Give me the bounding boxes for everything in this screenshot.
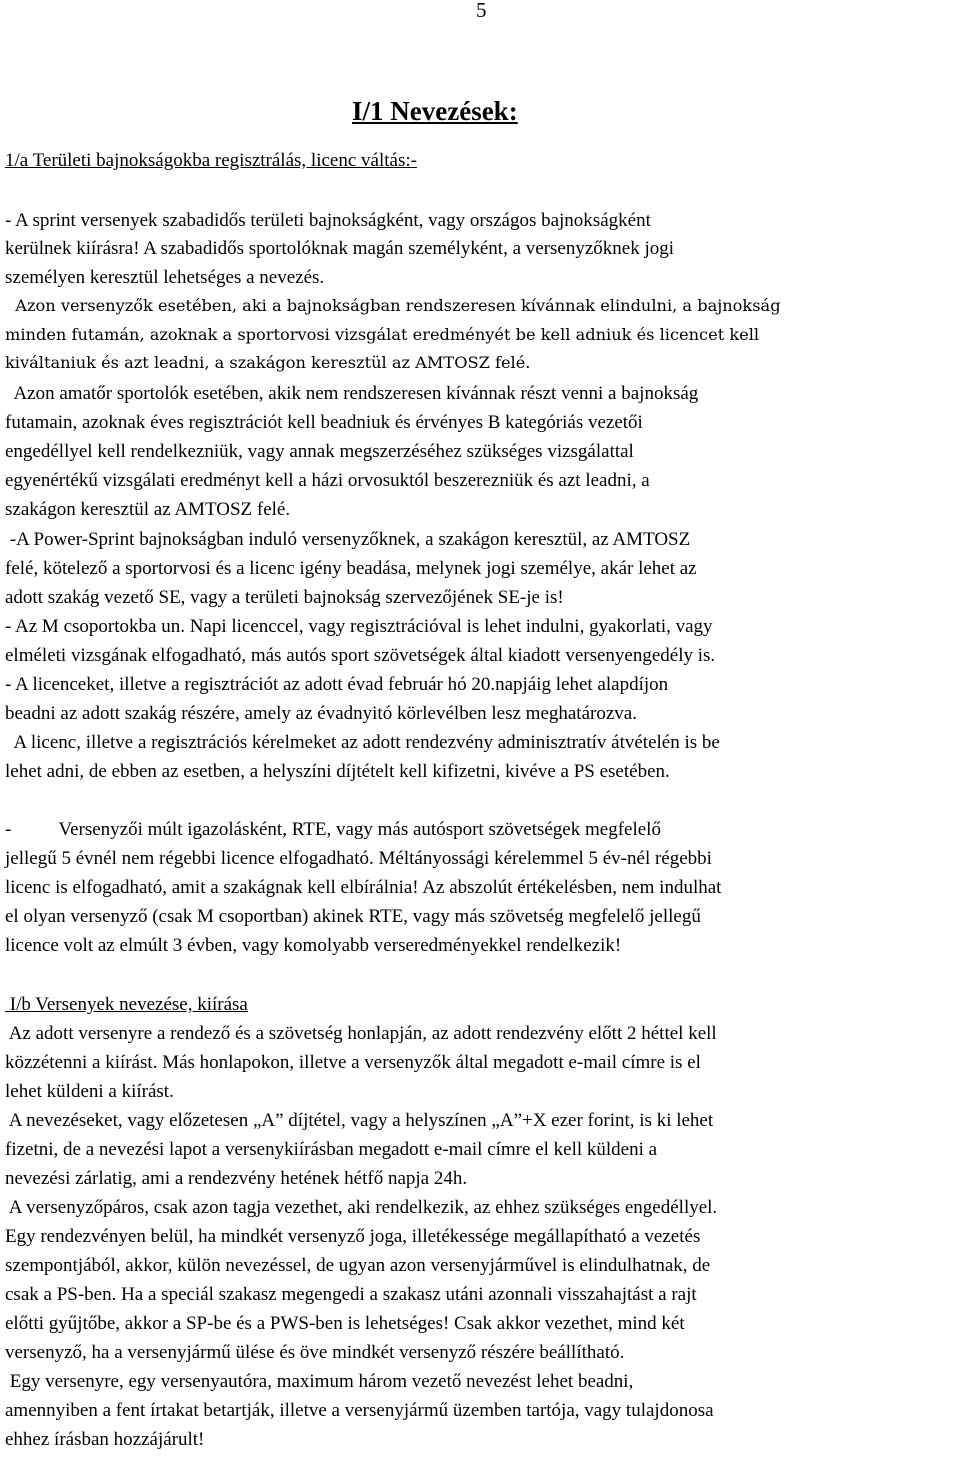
text-line: fizetni, de a nevezési lapot a versenykiírásban megadott e-mail címre el kell küldeni a bbox=[5, 1139, 658, 1160]
text-line: előtti gyűjtőbe, akkor a SP-be és a PWS-ben is lehetséges! Csak akkor vezethet, mind két bbox=[5, 1313, 685, 1334]
text-line: el olyan versenyző (csak M csoportban) akinek RTE, vagy más szövetség megfelelő jellegű bbox=[5, 906, 701, 927]
text-line: felé, kötelező a sportorvosi és a licenc igény beadása, melynek jogi személye, akár lehet az bbox=[5, 558, 697, 579]
section-title: I/1 Nevezések: bbox=[352, 96, 518, 126]
text-line: - Versenyzői múlt igazolásként, RTE, vagy más autósport szövetségek megfelelő bbox=[5, 819, 661, 840]
text-line: - A sprint versenyek szabadidős területi bajnokságként, vagy országos bajnokságként bbox=[5, 210, 651, 231]
text-line: nevezési zárlatig, ami a rendezvény hetének hétfő napja 24h. bbox=[5, 1168, 468, 1189]
text-line: ehhez írásban hozzájárult! bbox=[5, 1429, 205, 1450]
text-line: Egy rendezvényen belül, ha mindkét versenyző joga, illetékessége megállapítható a vezetés bbox=[5, 1226, 701, 1247]
text-line: kerülnek kiírásra! A szabadidős sportolóknak magán személyként, a versenyzőknek jogi bbox=[5, 238, 675, 259]
text-line: minden futamán, azoknak a sportorvosi vizsgálat eredményét be kell adniuk és licencet kell bbox=[5, 325, 760, 344]
text-line: elméleti vizsgának elfogadható, más autós sport szövetségek által kiadott versenyengedély is. bbox=[5, 645, 716, 666]
text-line: egyenértékű vizsgálati eredményt kell a házi orvosuktól beszerezniük és azt leadni, a bbox=[5, 470, 650, 491]
text-line: Az adott versenyre a rendező és a szövetség honlapján, az adott rendezvény előtt 2 héttel kell bbox=[5, 1023, 717, 1044]
text-line: -A Power-Sprint bajnokságban induló versenyzőknek, a szakágon keresztül, az AMTOSZ bbox=[5, 529, 691, 550]
page-number: 5 bbox=[476, 0, 487, 22]
text-line: amennyiben a fent írtakat betartják, illetve a versenyjármű üzemben tartója, vagy tulajdonosa bbox=[5, 1400, 714, 1421]
text-line: licenc is elfogadható, amit a szakágnak kell elbírálnia! Az abszolút értékelésben, nem indulhat bbox=[5, 877, 722, 898]
text-line: adott szakág vezető SE, vagy a területi bajnokság szervezőjének SE-je is! bbox=[5, 587, 564, 608]
text-line: jellegű 5 évnél nem régebbi licence elfogadható. Méltányossági kérelemmel 5 év-nél régebbi bbox=[5, 848, 712, 869]
subheading: I/b Versenyek nevezése, kiírása bbox=[5, 994, 248, 1015]
text-line: - A licenceket, illetve a regisztrációt az adott évad február hó 20.napjáig lehet alapdíjon bbox=[5, 674, 669, 695]
text-line: licence volt az elmúlt 3 évben, vagy komolyabb verseredményekkel rendelkezik! bbox=[5, 935, 622, 956]
text-line: beadni az adott szakág részére, amely az évadnyitó körlevélben lesz meghatározva. bbox=[5, 703, 637, 724]
text-line: versenyző, ha a versenyjármű ülése és öve mindkét versenyző részére beállítható. bbox=[5, 1342, 625, 1363]
text-line: közzétenni a kiírást. Más honlapokon, illetve a versenyzők által megadott e-mail címre is el bbox=[5, 1052, 701, 1073]
text-line: Azon versenyzők esetében, aki a bajnokságban rendszeresen kívánnak elindulni, a bajnokság bbox=[5, 296, 781, 315]
text-line: lehet küldeni a kiírást. bbox=[5, 1081, 174, 1102]
subheading: 1/a Területi bajnokságokba regisztrálás, licenc váltás:- bbox=[5, 150, 417, 171]
text-line: kiváltaniuk és azt leadni, a szakágon keresztül az AMTOSZ felé. bbox=[5, 353, 531, 372]
text-line: engedéllyel kell rendelkezniük, vagy annak megszerzéséhez szükséges vizsgálattal bbox=[5, 441, 634, 462]
text-line: Azon amatőr sportolók esetében, akik nem rendszeresen kívánnak részt venni a bajnokság bbox=[5, 383, 699, 404]
text-line: szakágon keresztül az AMTOSZ felé. bbox=[5, 499, 291, 520]
text-line: személyen keresztül lehetséges a nevezés. bbox=[5, 267, 325, 288]
text-line: szempontjából, akkor, külön nevezéssel, de ugyan azon versenyjárművel is elindulhatnak, de bbox=[5, 1255, 711, 1276]
text-line: A versenyzőpáros, csak azon tagja vezethet, aki rendelkezik, az ehhez szükséges engedéllyel. bbox=[5, 1197, 718, 1218]
text-line: A nevezéseket, vagy előzetesen „A” díjtétel, vagy a helyszínen „A”+X ezer forint, is ki lehet bbox=[5, 1110, 714, 1131]
text-line: A licenc, illetve a regisztrációs kérelmeket az adott rendezvény adminisztratív átvételén is be bbox=[5, 732, 720, 753]
text-line: csak a PS-ben. Ha a speciál szakasz megengedi a szakasz utáni azonnali visszahajtást a rajt bbox=[5, 1284, 697, 1305]
text-line: lehet adni, de ebben az esetben, a helyszíni díjtételt kell kifizetni, kivéve a PS esetében. bbox=[5, 761, 670, 782]
text-line: Egy versenyre, egy versenyautóra, maximum három vezető nevezést lehet beadni, bbox=[5, 1371, 634, 1392]
text-line: futamain, azoknak éves regisztrációt kell beadniuk és érvényes B kategóriás vezetői bbox=[5, 412, 643, 433]
text-line: - Az M csoportokba un. Napi licenccel, vagy regisztrációval is lehet indulni, gyakorlati, vagy bbox=[5, 616, 713, 637]
